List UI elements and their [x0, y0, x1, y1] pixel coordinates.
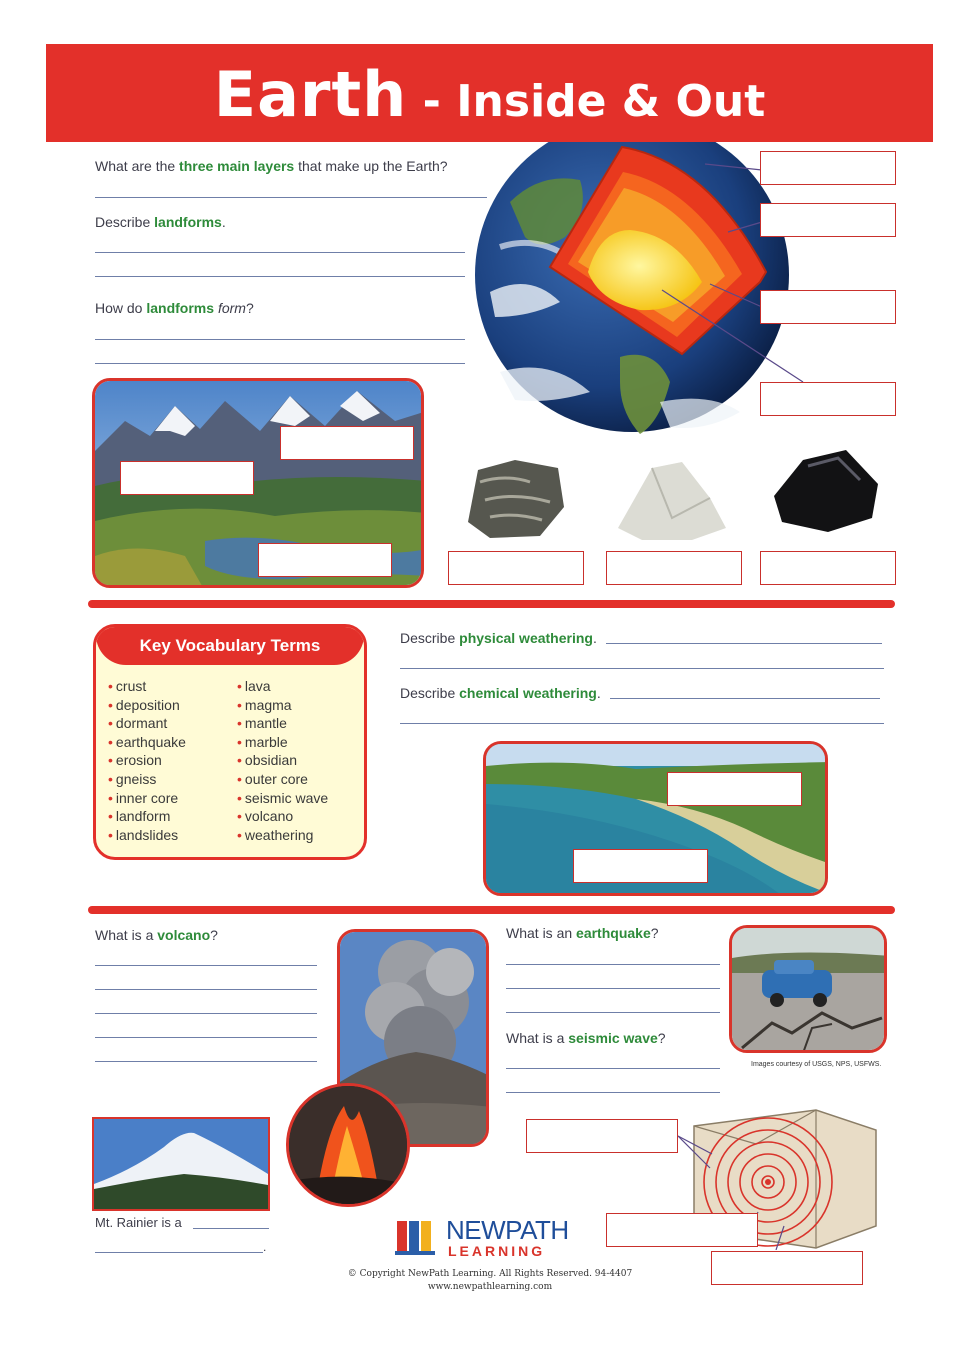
question-chemical-weathering: Describe chemical weathering.	[400, 685, 601, 701]
learning-logo-text: LEARNING	[448, 1243, 546, 1259]
vocab-term: • weathering	[237, 826, 328, 845]
question-volcano: What is a volcano?	[95, 927, 218, 943]
answer-line[interactable]	[95, 965, 317, 966]
answer-line[interactable]	[606, 643, 882, 644]
newpath-logo-text: NEWPATH	[446, 1215, 569, 1245]
label-box-river[interactable]	[258, 543, 392, 577]
label-box-coast-2[interactable]	[573, 849, 708, 883]
label-box-coast-1[interactable]	[667, 772, 802, 806]
answer-line[interactable]	[95, 276, 465, 277]
section-divider	[88, 600, 895, 608]
gneiss-rock-image	[460, 452, 570, 542]
answer-line[interactable]	[506, 988, 720, 989]
label-box-inner-core[interactable]	[760, 382, 896, 416]
answer-line[interactable]	[506, 1012, 720, 1013]
question-layers: What are the three main layers that make up the Earth?	[95, 158, 448, 174]
label-box-rock-1[interactable]	[448, 551, 584, 585]
label-box-seismic-1[interactable]	[526, 1119, 678, 1153]
vocab-term: • outer core	[237, 770, 328, 789]
section-divider	[88, 906, 895, 914]
label-box-rock-3[interactable]	[760, 551, 896, 585]
vocabulary-heading: Key Vocabulary Terms	[96, 627, 364, 665]
answer-line[interactable]	[95, 1037, 317, 1038]
answer-line[interactable]	[95, 1013, 317, 1014]
website-url[interactable]: www.newpathlearning.com	[427, 1282, 553, 1292]
vocab-term: • inner core	[108, 789, 186, 808]
answer-line[interactable]	[95, 339, 465, 340]
label-box-rock-2[interactable]	[606, 551, 742, 585]
question-physical-weathering: Describe physical weathering.	[400, 630, 597, 646]
vocab-term: • landslides	[108, 826, 186, 845]
question-earthquake: What is an earthquake?	[506, 925, 659, 941]
answer-line[interactable]	[95, 197, 487, 198]
vocab-term: • volcano	[237, 807, 328, 826]
label-box-mountain[interactable]	[280, 426, 414, 460]
vocab-term: • gneiss	[108, 770, 186, 789]
answer-line[interactable]	[95, 363, 465, 364]
vocab-term: • lava	[237, 677, 328, 696]
question-landforms-form: How do landforms form?	[95, 300, 254, 316]
answer-line[interactable]	[193, 1228, 269, 1229]
earthquake-damage-photo	[729, 925, 887, 1053]
image-credit: Images courtesy of USGS, NPS, USFWS.	[751, 1061, 882, 1068]
answer-line[interactable]	[95, 1061, 317, 1062]
label-box-seismic-2[interactable]	[606, 1213, 758, 1247]
answer-line[interactable]	[506, 964, 720, 965]
vocab-term: • seismic wave	[237, 789, 328, 808]
vocabulary-column-right	[237, 677, 328, 844]
label-box-seismic-3[interactable]	[711, 1251, 863, 1285]
vocab-term: • obsidian	[237, 751, 328, 770]
question-seismic-wave: What is a seismic wave?	[506, 1030, 666, 1046]
answer-line[interactable]	[506, 1092, 720, 1093]
answer-line[interactable]	[506, 1068, 720, 1069]
vocab-term: • marble	[237, 733, 328, 752]
answer-line[interactable]	[400, 723, 884, 724]
answer-line[interactable]	[95, 252, 465, 253]
answer-period: .	[263, 1240, 267, 1254]
obsidian-rock-image	[768, 446, 883, 536]
mt-rainier-prompt: Mt. Rainier is a	[95, 1215, 182, 1230]
page-title: Earth - Inside & Out	[213, 58, 766, 131]
answer-line[interactable]	[400, 668, 884, 669]
label-box-outer-core[interactable]	[760, 290, 896, 324]
answer-line[interactable]	[610, 698, 880, 699]
vocab-term: • mantle	[237, 714, 328, 733]
label-box-mantle[interactable]	[760, 203, 896, 237]
question-landforms: Describe landforms.	[95, 214, 226, 230]
vocab-term: • erosion	[108, 751, 186, 770]
answer-line[interactable]	[95, 989, 317, 990]
lava-fountain-photo	[286, 1083, 410, 1207]
copyright-notice: © Copyright NewPath Learning. All Rights Reserved. 94-4407	[347, 1269, 633, 1279]
label-box-crust[interactable]	[760, 151, 896, 185]
vocabulary-column-left	[108, 677, 186, 844]
answer-line[interactable]	[95, 1252, 263, 1253]
label-box-valley[interactable]	[120, 461, 254, 495]
vocab-term: • earthquake	[108, 733, 186, 752]
vocab-term: • crust	[108, 677, 186, 696]
vocab-term: • landform	[108, 807, 186, 826]
mt-rainier-photo	[92, 1117, 270, 1211]
vocab-term: • deposition	[108, 696, 186, 715]
vocab-term: • dormant	[108, 714, 186, 733]
newpath-logo-icon	[395, 1217, 435, 1257]
vocab-term: • magma	[237, 696, 328, 715]
marble-rock-image	[612, 458, 732, 543]
title-banner	[46, 44, 933, 142]
vocabulary-panel	[93, 624, 367, 860]
